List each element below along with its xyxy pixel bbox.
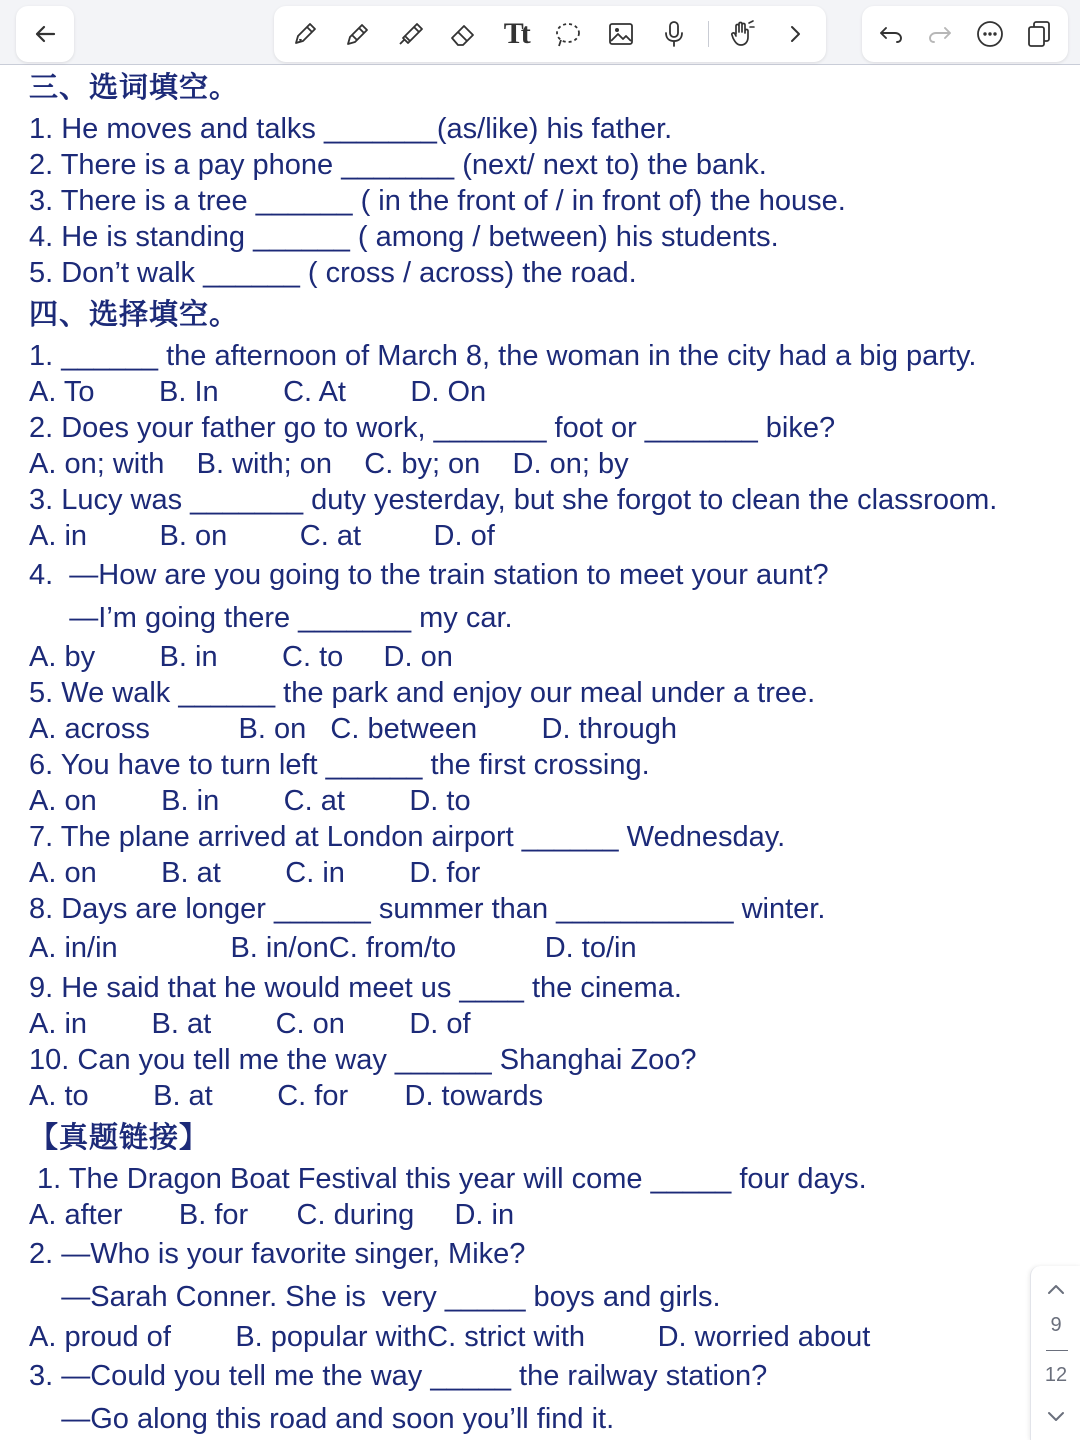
document-page — [0, 64, 1030, 1440]
text-line: 4. He is standing ______ ( among / between) his students. — [29, 221, 779, 253]
text-line: 3. There is a tree ______ ( in the front of / in front of) the house. — [29, 185, 846, 217]
text-line: A. after B. for C. during D. in — [29, 1199, 515, 1231]
section-heading: 【真题链接】 — [29, 1120, 210, 1154]
text-line: 6. You have to turn left ______ the first crossing. — [29, 749, 650, 781]
text-line: A. on B. at C. in D. for — [29, 857, 481, 889]
back-pill — [16, 6, 74, 62]
text-line: A. on B. in C. at D. to — [29, 785, 471, 817]
text-line: 4. —How are you going to the train station to meet your aunt? — [29, 559, 829, 591]
text-line: 8. Days are longer ______ summer than ___________ winter. — [29, 893, 826, 925]
text-tool-icon[interactable] — [497, 15, 535, 53]
text-line: A. in/in B. in/onC. from/to D. to/in — [29, 932, 637, 964]
tools-pill — [274, 6, 826, 62]
current-page-number: 9 — [1050, 1314, 1062, 1336]
text-line: 5. Don’t walk ______ ( cross / across) the road. — [29, 257, 637, 289]
text-line: 3. —Could you tell me the way _____ the railway station? — [29, 1360, 768, 1392]
text-line: A. across B. on C. between D. through — [29, 713, 677, 745]
text-line: 10. Can you tell me the way ______ Shanghai Zoo? — [29, 1044, 697, 1076]
highlighter-icon[interactable] — [391, 15, 429, 53]
pen-icon[interactable] — [286, 15, 324, 53]
text-line: 1. He moves and talks _______(as/like) his father. — [29, 113, 673, 145]
page-divider — [1046, 1350, 1068, 1351]
text-line: —Go along this road and soon you’ll find it. — [29, 1403, 615, 1435]
text-line: A. proud of B. popular withC. strict with D. worried about — [29, 1321, 871, 1353]
text-line: 2. Does your father go to work, _______ foot or _______ bike? — [29, 412, 836, 444]
text-line: A. to B. at C. for D. towards — [29, 1080, 544, 1112]
text-tool-label: Tt — [503, 17, 528, 50]
text-line: A. on; with B. with; on C. by; on D. on; by — [29, 448, 629, 480]
page-up-chevron-icon[interactable] — [1044, 1278, 1068, 1302]
pencil-icon[interactable] — [339, 15, 377, 53]
actions-pill — [862, 6, 1068, 62]
toolbar-separator — [708, 21, 709, 47]
lasso-icon[interactable] — [549, 15, 587, 53]
text-line: 1. ______ the afternoon of March 8, the woman in the city had a big party. — [29, 340, 977, 372]
section-heading: 三、选词填空。 — [29, 70, 240, 104]
image-icon[interactable] — [602, 15, 640, 53]
text-line: —I’m going there _______ my car. — [29, 602, 513, 634]
undo-icon[interactable] — [872, 15, 910, 53]
top-toolbar — [0, 0, 1080, 65]
text-line: 9. He said that he would meet us ____ the cinema. — [29, 972, 682, 1004]
text-line: 1. The Dragon Boat Festival this year will come _____ four days. — [29, 1163, 867, 1195]
hand-tool-icon[interactable] — [723, 15, 761, 53]
page-down-chevron-icon[interactable] — [1044, 1404, 1068, 1428]
more-icon[interactable] — [971, 15, 1009, 53]
text-line: A. by B. in C. to D. on — [29, 641, 453, 673]
page-navigator — [1030, 1266, 1080, 1440]
text-line: A. in B. on C. at D. of — [29, 520, 495, 552]
text-line: 2. —Who is your favorite singer, Mike? — [29, 1238, 526, 1270]
text-line: A. in B. at C. on D. of — [29, 1008, 471, 1040]
text-line: 5. We walk ______ the park and enjoy our meal under a tree. — [29, 677, 816, 709]
redo-icon[interactable] — [921, 15, 959, 53]
microphone-icon[interactable] — [655, 15, 693, 53]
back-arrow-icon[interactable] — [26, 15, 64, 53]
chevron-right-icon[interactable] — [776, 15, 814, 53]
eraser-icon[interactable] — [444, 15, 482, 53]
total-pages-number: 12 — [1044, 1364, 1068, 1386]
pages-icon[interactable] — [1020, 15, 1058, 53]
text-line: —Sarah Conner. She is very _____ boys and girls. — [29, 1281, 721, 1313]
text-line: 7. The plane arrived at London airport ______ Wednesday. — [29, 821, 786, 853]
text-line: A. To B. In C. At D. On — [29, 376, 487, 408]
text-line: 3. Lucy was _______ duty yesterday, but she forgot to clean the classroom. — [29, 484, 998, 516]
section-heading: 四、选择填空。 — [29, 297, 240, 331]
text-line: 2. There is a pay phone _______ (next/ next to) the bank. — [29, 149, 767, 181]
